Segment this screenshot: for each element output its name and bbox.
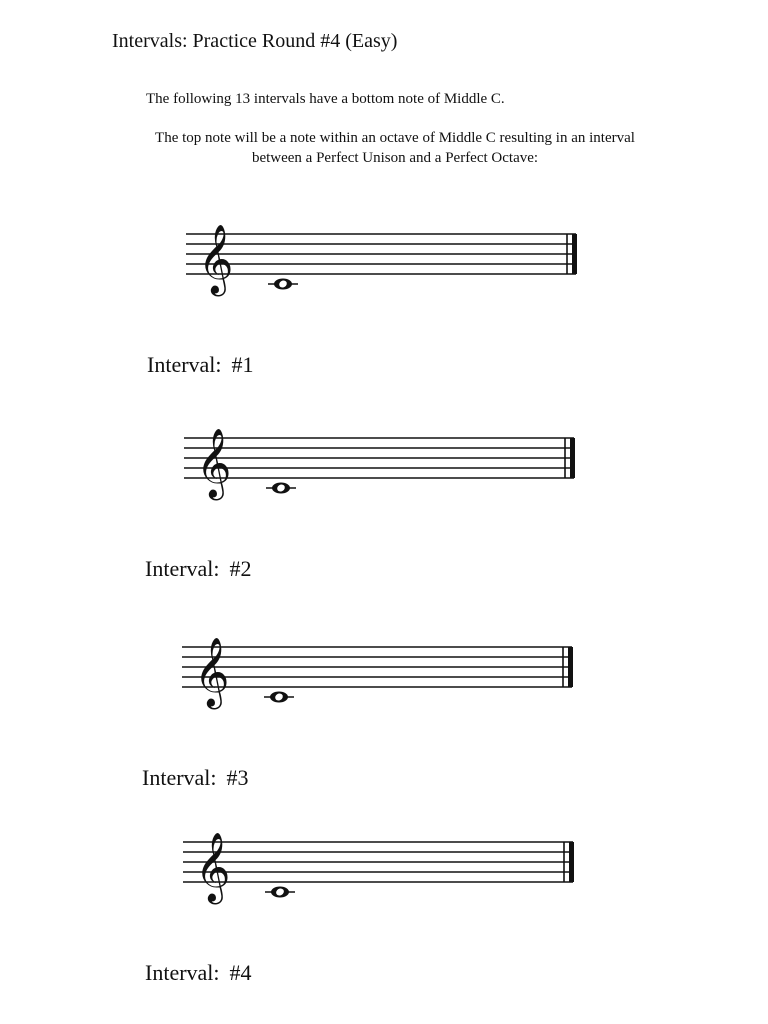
whole-note-middle-c bbox=[265, 887, 295, 898]
interval-label-text: Interval: bbox=[145, 556, 220, 581]
music-staff-2 bbox=[184, 416, 584, 506]
page-title: Intervals: Practice Round #4 (Easy) bbox=[112, 30, 398, 52]
whole-note-middle-c bbox=[268, 279, 298, 290]
intro-text: The following 13 intervals have a bottom note of Middle C. bbox=[146, 91, 505, 107]
treble-clef-icon: 𝄞 bbox=[198, 224, 234, 294]
interval-label-text: Interval: bbox=[142, 765, 217, 790]
music-staff-3 bbox=[182, 625, 582, 715]
interval-number: #3 bbox=[226, 765, 249, 790]
whole-note-middle-c bbox=[266, 483, 296, 494]
interval-label-3 bbox=[142, 765, 249, 791]
whole-note-middle-c bbox=[264, 692, 294, 703]
final-barline bbox=[569, 842, 574, 882]
music-staff-1 bbox=[186, 212, 586, 302]
treble-clef-icon: 𝄞 bbox=[195, 832, 231, 902]
interval-number: #4 bbox=[229, 960, 252, 985]
interval-label-text: Interval: bbox=[147, 352, 222, 377]
final-barline bbox=[572, 234, 577, 274]
music-staff-4 bbox=[183, 820, 583, 910]
treble-clef-icon: 𝄞 bbox=[194, 637, 230, 707]
description-text: The top note will be a note within an octave of Middle C resulting in an interval between a Perfect Unison and a Perfect Octave: bbox=[155, 130, 635, 166]
interval-number: #1 bbox=[231, 352, 254, 377]
treble-clef-icon: 𝄞 bbox=[196, 428, 232, 498]
final-barline bbox=[568, 647, 573, 687]
interval-label-1 bbox=[147, 352, 254, 378]
interval-label-text: Interval: bbox=[145, 960, 220, 985]
interval-number: #2 bbox=[229, 556, 252, 581]
interval-label-4 bbox=[145, 960, 252, 986]
interval-label-2 bbox=[145, 556, 252, 582]
final-barline bbox=[570, 438, 575, 478]
